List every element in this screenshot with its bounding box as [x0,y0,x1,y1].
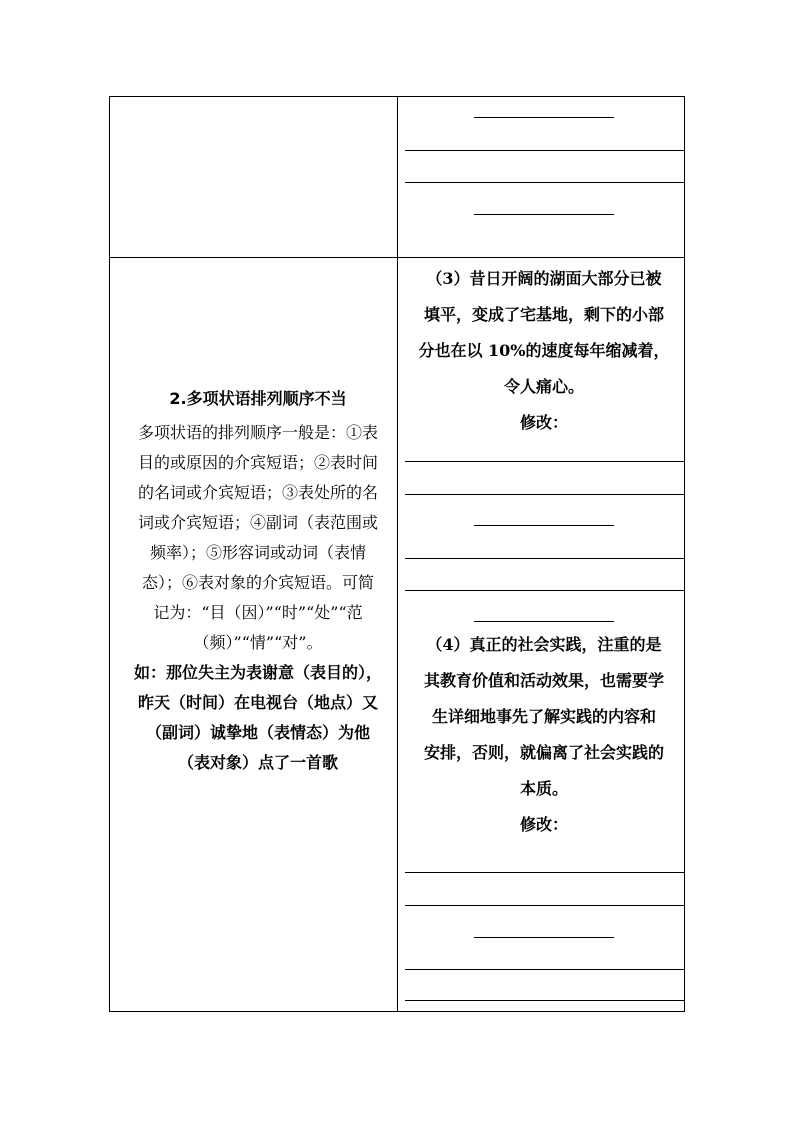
answer-line [405,150,685,151]
grammar-explanation [120,384,396,778]
answer-line [405,905,685,906]
body-line: 词或介宾短语；④副词（表范围或 [137,513,378,532]
answer-line [405,461,685,462]
question-3 [403,261,685,441]
column-divider [397,97,398,1011]
answer-line [405,590,685,591]
question-line: （4）真正的社会实践，注重的是 [426,635,662,654]
body-line: 态）；⑥表对象的介宾短语。可简 [141,573,374,592]
body-line: 记为：“目（因）”“时”“处”“范 [153,603,363,622]
body-line: 的名词或介宾短语；③表处所的名 [137,483,378,502]
answer-line [474,117,614,118]
answer-line [474,937,614,938]
question-line: 本质。 [519,779,568,798]
section-heading: 2.多项状语排列顺序不当 [169,389,347,408]
question-line: 其教育价值和活动效果，也需要学 [423,671,664,690]
answer-line [405,969,685,970]
answer-line [405,494,685,495]
answer-line [474,621,614,622]
answer-line [405,872,685,873]
body-line: 目的或原因的介宾短语；②表时间 [137,453,378,472]
question-line: （3）昔日开阔的湖面大部分已被 [426,269,662,288]
question-4 [403,627,685,843]
question-line: 分也在以 10%的速度每年缩减着， [418,341,670,360]
question-line: 生详细地事先了解实践的内容和 [431,707,656,726]
answer-line [405,558,685,559]
row-divider [110,257,684,258]
example-line: （副词）诚挚地（表情态）为他 [145,723,370,742]
answer-line [405,1000,685,1001]
modify-label: 修改： [519,815,568,834]
question-line: 填平，变成了宅基地，剩下的小部 [423,305,664,324]
body-line: 频率）；⑤形容词或动词（表情 [149,543,366,562]
exercise-table [109,96,685,1012]
body-line: （频）”“情”“对”。 [193,633,323,652]
example-line: （表对象）点了一首歌 [177,753,338,772]
example-line: 如：那位失主为表谢意（表目的）， [133,663,382,682]
answer-line [474,525,614,526]
question-line: 令人痛心。 [503,377,584,396]
example-line: 昨天（时间）在电视台（地点）又 [137,693,378,712]
body-line: 多项状语的排列顺序一般是：①表 [137,423,378,442]
modify-label: 修改： [519,413,568,432]
answer-line [405,182,685,183]
answer-line [474,214,614,215]
question-line: 安排，否则，就偏离了社会实践的 [423,743,664,762]
